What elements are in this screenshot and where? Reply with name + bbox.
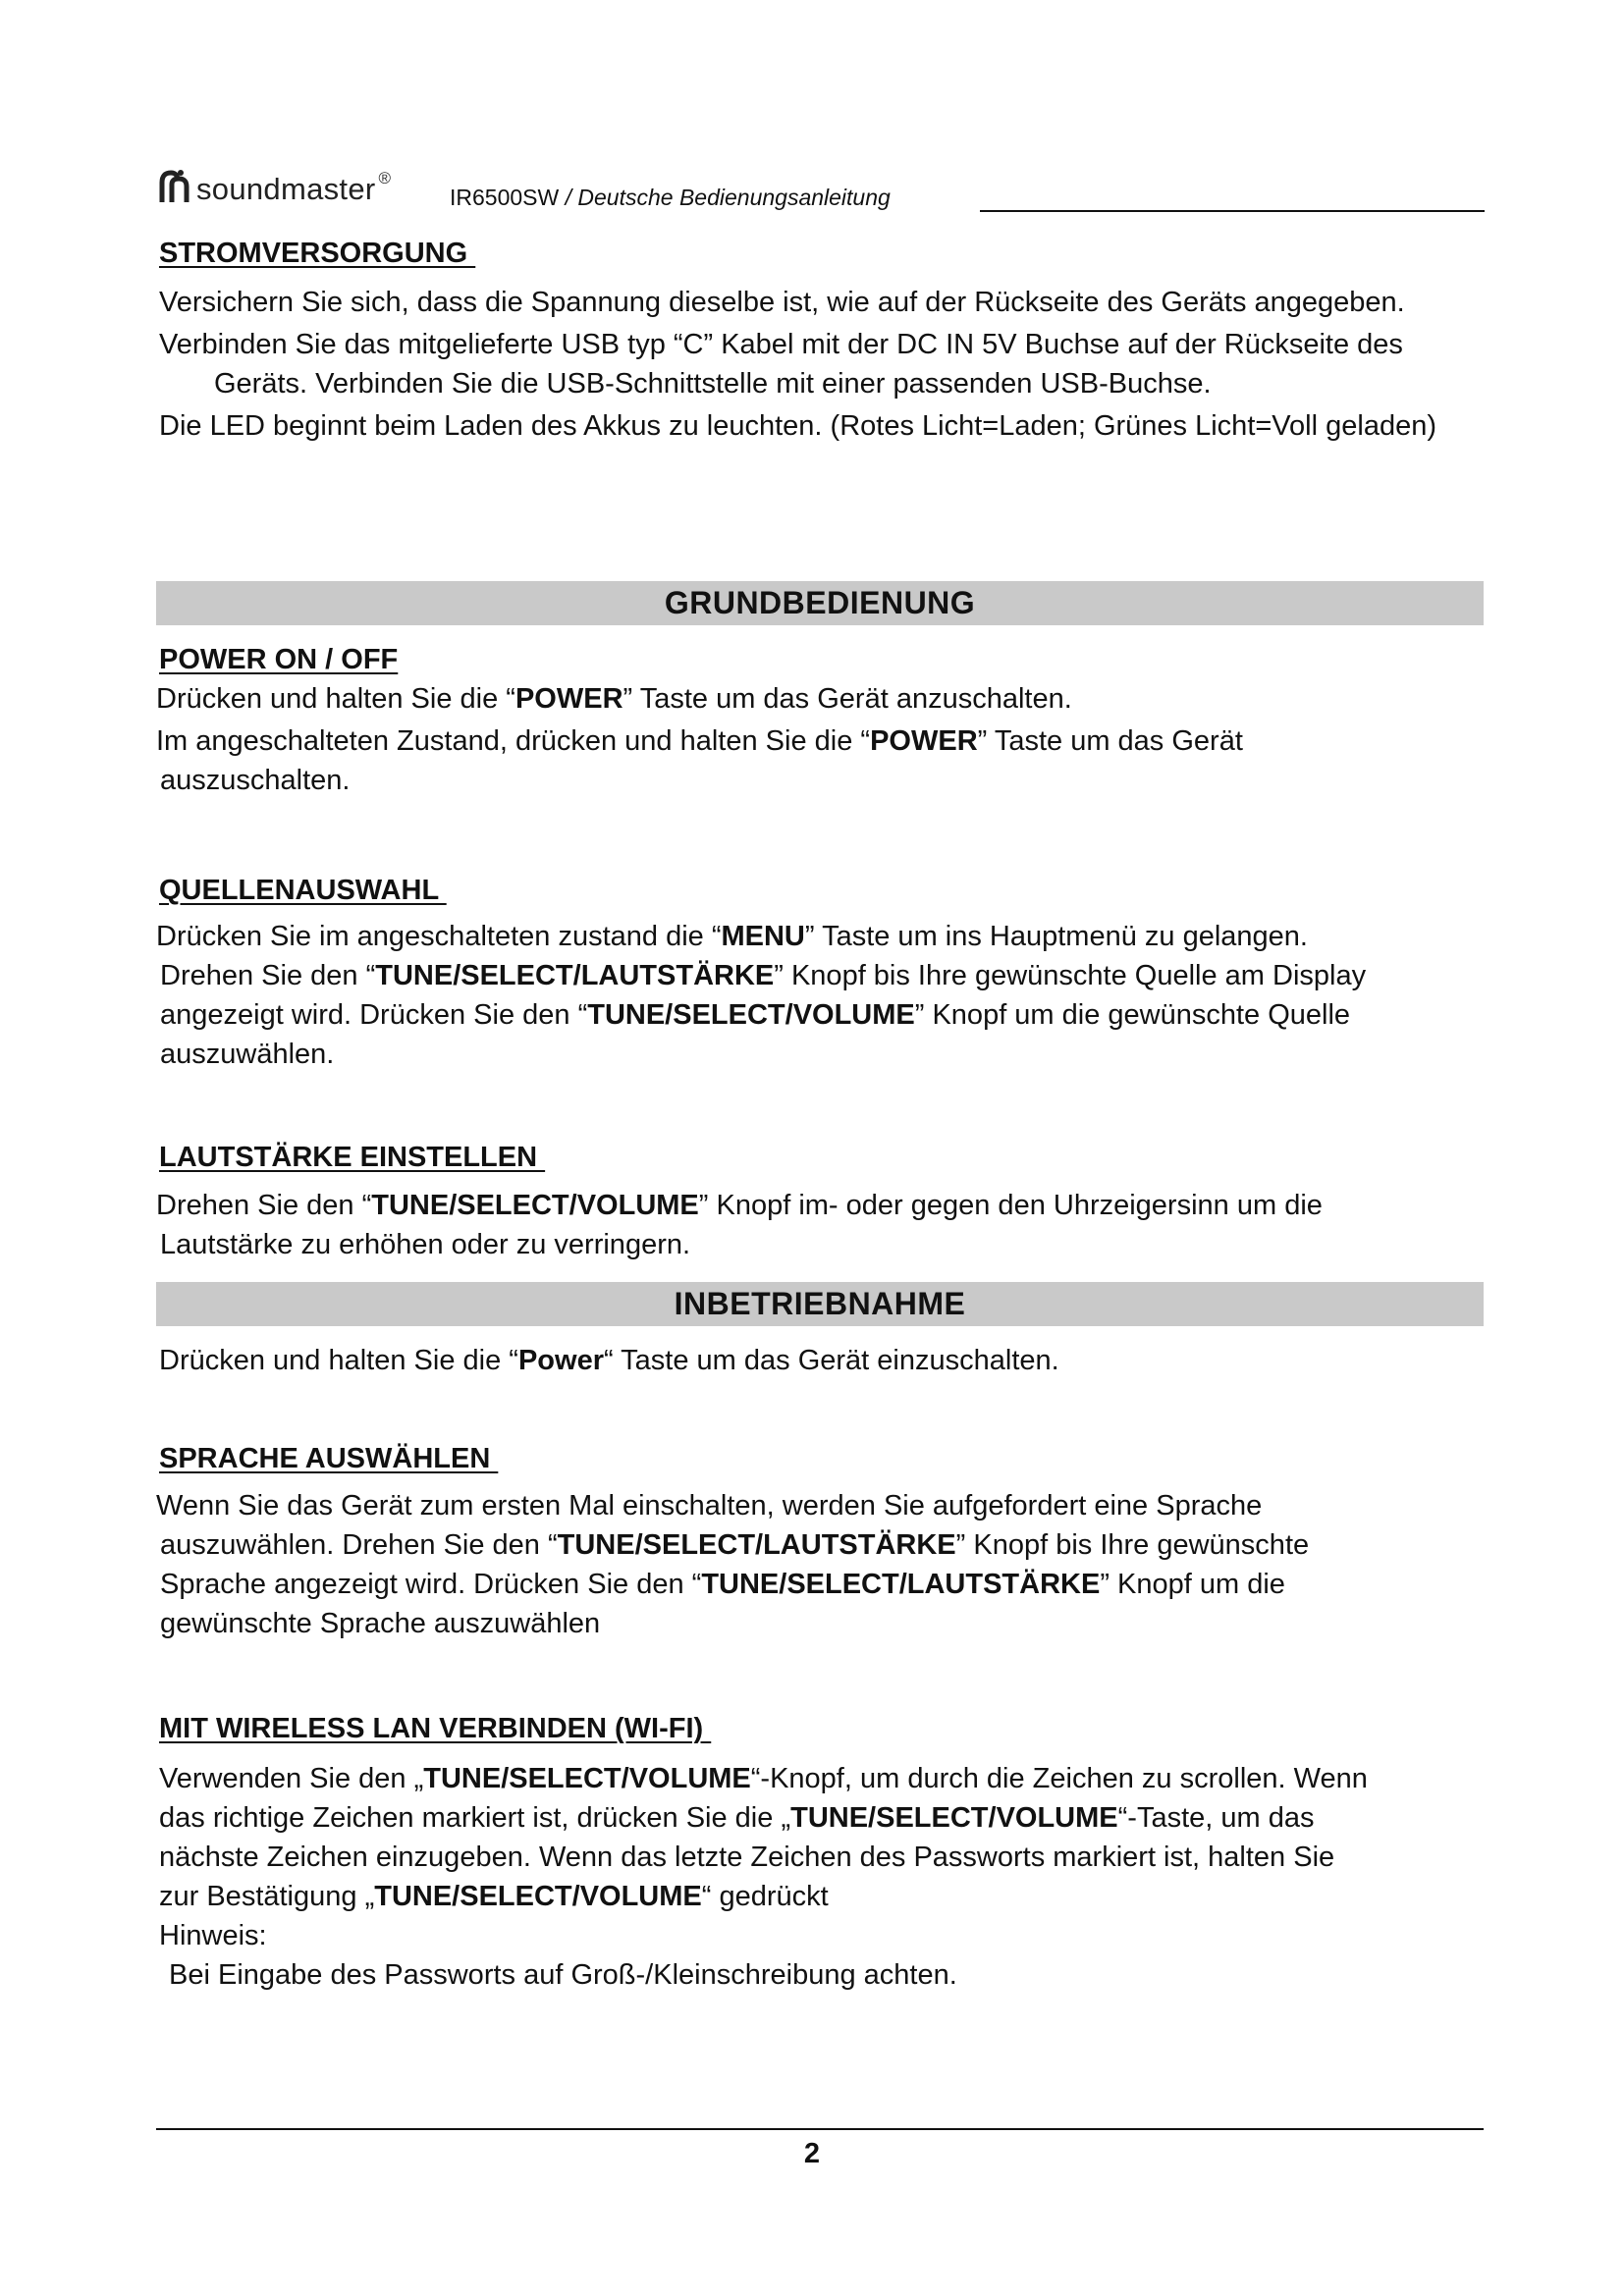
text-line: Wenn Sie das Gerät zum ersten Mal einschalten, werden Sie aufgefordert eine Sprache — [156, 1490, 1263, 1522]
page-number: 2 — [803, 2138, 821, 2169]
startup-intro — [159, 1341, 1475, 1380]
header-rule — [980, 210, 1485, 212]
volume-text — [156, 1186, 1477, 1264]
key-name: TUNE/SELECT/VOLUME — [587, 999, 915, 1031]
power-supply-item: Die LED beginnt beim Laden des Akkus zu leuchten. (Rotes Licht=Laden; Grünes Licht=Voll geladen) — [159, 410, 1436, 442]
page-header — [159, 167, 1485, 216]
text-line: auszuwählen. Drehen Sie den “TUNE/SELECT/LAUTSTÄRKE” Knopf bis Ihre gewünschte — [160, 1529, 1310, 1561]
text-line: Sprache angezeigt wird. Drücken Sie den “TUNE/SELECT/LAUTSTÄRKE” Knopf um die — [160, 1569, 1285, 1600]
key-name: TUNE/SELECT/VOLUME — [371, 1190, 699, 1221]
model-number: IR6500SW — [450, 185, 560, 210]
key-name: TUNE/SELECT/VOLUME — [790, 1802, 1118, 1834]
text-line: Drehen Sie den “TUNE/SELECT/VOLUME” Knopf im- oder gegen den Uhrzeigersinn um die — [156, 1190, 1323, 1221]
key-name: TUNE/SELECT/LAUTSTÄRKE — [701, 1569, 1101, 1600]
text-line: angezeigt wird. Drücken Sie den “TUNE/SELECT/VOLUME” Knopf um die gewünschte Quelle — [160, 999, 1351, 1031]
section-title-power: POWER ON / OFF — [159, 644, 399, 675]
section-title-wifi: MIT WIRELESS LAN VERBINDEN (WI-FI) — [159, 1713, 712, 1744]
key-name: TUNE/SELECT/VOLUME — [374, 1881, 702, 1912]
text-line: Lautstärke zu erhöhen oder zu verringern. — [160, 1229, 691, 1260]
text-line: Drücken und halten Sie die “POWER” Taste um das Gerät anzuschalten. — [156, 683, 1072, 715]
section-title-power-supply: STROMVERSORGUNG — [159, 238, 476, 269]
brand-logo — [159, 169, 391, 204]
text-line: Drehen Sie den “TUNE/SELECT/LAUTSTÄRKE” Knopf bis Ihre gewünschte Quelle am Display — [160, 960, 1367, 991]
text-line: Verwenden Sie den „TUNE/SELECT/VOLUME“-Knopf, um durch die Zeichen zu scrollen. Wenn — [159, 1763, 1368, 1794]
power-supply-list — [159, 283, 1475, 446]
text-line: das richtige Zeichen markiert ist, drücken Sie die „TUNE/SELECT/VOLUME“-Taste, um das — [159, 1802, 1315, 1834]
text-line: zur Bestätigung „TUNE/SELECT/VOLUME“ gedrückt — [159, 1881, 829, 1912]
text-line: Im angeschalteten Zustand, drücken und halten Sie die “POWER” Taste um das Gerät — [156, 725, 1243, 757]
power-text — [156, 679, 1477, 800]
key-name: TUNE/SELECT/LAUTSTÄRKE — [557, 1529, 956, 1561]
text-line: Drücken und halten Sie die “Power“ Taste um das Gerät einzuschalten. — [159, 1345, 1059, 1376]
header-model-title — [450, 185, 891, 211]
brand-name: soundmaster — [196, 172, 376, 206]
power-supply-item: Verbinden Sie das mitgelieferte USB typ “C” Kabel mit der DC IN 5V Buchse auf der Rückseite des Geräts. Verbinden Sie die USB-Schnittstelle mit einer passenden USB-Buchse. — [159, 329, 1403, 400]
text-line: nächste Zeichen einzugeben. Wenn das letzte Zeichen des Passworts markiert ist, halten Sie — [159, 1842, 1335, 1873]
text-line: auszuschalten. — [160, 765, 351, 796]
key-name: TUNE/SELECT/VOLUME — [423, 1763, 751, 1794]
key-name: POWER — [870, 725, 978, 757]
key-name: Power — [517, 1345, 604, 1376]
power-supply-item: Versichern Sie sich, dass die Spannung dieselbe ist, wie auf der Rückseite des Geräts angegeben. — [159, 287, 1405, 318]
note-label: Hinweis: — [159, 1920, 267, 1951]
key-name: POWER — [514, 683, 623, 715]
section-banner-basic-operation: GRUNDBEDIENUNG — [156, 581, 1484, 625]
text-line: gewünschte Sprache auszuwählen — [160, 1608, 601, 1639]
manual-title: Deutsche Bedienungsanleitung — [577, 185, 891, 210]
section-title-language: SPRACHE AUSWÄHLEN — [159, 1443, 499, 1474]
section-title-source: QUELLENAUSWAHL — [159, 875, 447, 906]
section-title-volume: LAUTSTÄRKE EINSTELLEN — [159, 1142, 546, 1173]
key-name: TUNE/SELECT/LAUTSTÄRKE — [375, 960, 775, 991]
note-text: Bei Eingabe des Passworts auf Groß-/Kleinschreibung achten. — [169, 1959, 957, 1991]
language-text — [156, 1486, 1477, 1643]
title-separator: / — [559, 185, 578, 210]
text-line: Drücken Sie im angeschalteten zustand die “MENU” Taste um ins Hauptmenü zu gelangen. — [156, 921, 1308, 952]
section-banner-startup: INBETRIEBNAHME — [156, 1282, 1484, 1326]
soundmaster-logo-icon — [159, 169, 192, 204]
key-name: MENU — [721, 921, 805, 952]
registered-mark: ® — [378, 169, 392, 187]
source-text — [156, 917, 1477, 1074]
wifi-text — [159, 1759, 1477, 1995]
text-line: auszuwählen. — [160, 1039, 335, 1070]
footer-rule — [156, 2128, 1484, 2130]
